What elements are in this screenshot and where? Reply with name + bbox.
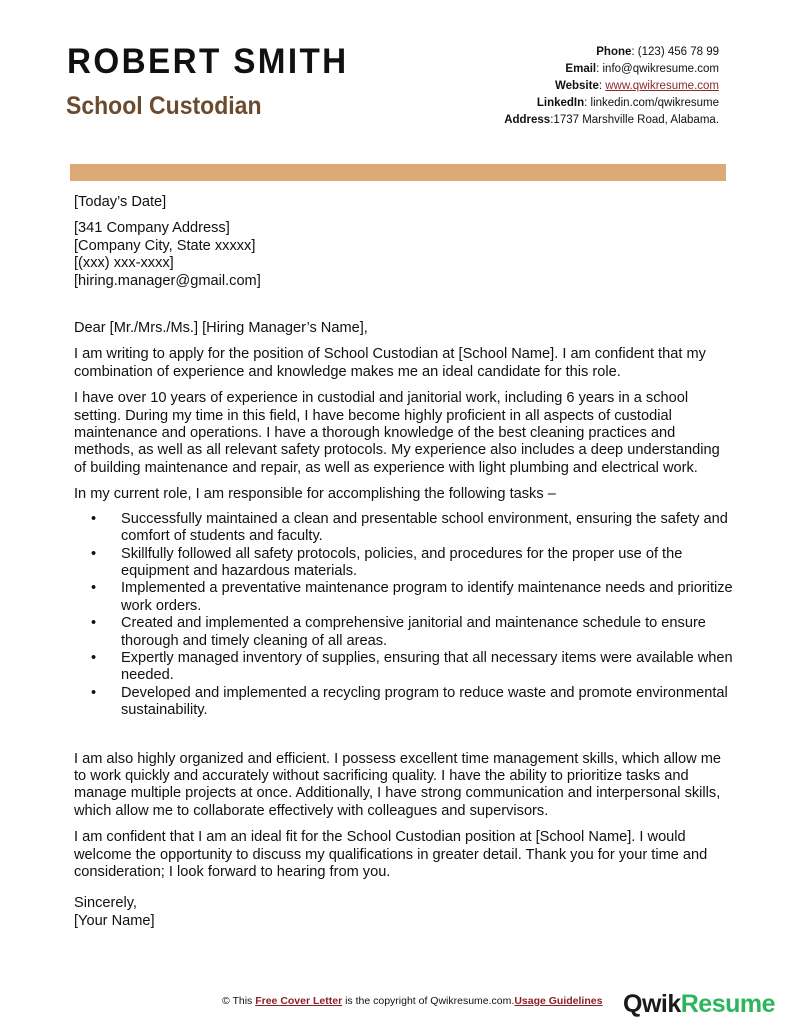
email-value: info@qwikresume.com — [602, 63, 719, 75]
contact-email: Email: info@qwikresume.com — [565, 63, 719, 75]
signoff: Sincerely, — [74, 895, 137, 912]
paragraph-experience: I have over 10 years of experience in custodial and janitorial work, including 6 years in a school setting. During my time in this field, I have become highly proficient in all aspects of custodial maintenance and operations. I have a thorough knowledge of the best cleaning practices and methods, as well as all relevant safety protocols. My experience also includes a deep understanding of building maintenance and repair, as well as experience with light plumbing and electrical work. — [74, 390, 720, 476]
contact-website: Website: www.qwikresume.com — [554, 80, 719, 92]
paragraph-intro: I am writing to apply for the position of School Custodian at [School Name]. I am confident that my combination of experience and knowledge makes me an ideal candidate for this role. — [74, 346, 706, 380]
email-label: Email — [565, 63, 597, 75]
copyright-footer — [222, 995, 602, 1007]
contact-block — [504, 44, 719, 129]
linkedin-value: linkedin.com/qwikresume — [590, 97, 719, 109]
website-label: Website — [554, 80, 599, 92]
logo-part-resume: Resume — [680, 990, 776, 1018]
footer-middle: is the copyright of Qwikresume.com. — [342, 995, 515, 1007]
recipient-line: [hiring.manager@gmail.com] — [74, 272, 261, 289]
list-item: • Developed and implemented a recycling program to reduce waste and promote environmental sustainability. — [121, 685, 734, 720]
signature: [Your Name] — [74, 912, 155, 929]
footer-prefix: © This — [222, 995, 256, 1007]
letter-body — [74, 194, 734, 930]
job-title: School Custodian — [66, 92, 262, 120]
phone-value: (123) 456 78 99 — [637, 46, 719, 58]
contact-linkedin: LinkedIn: linkedin.com/qwikresume — [536, 97, 719, 109]
website-link[interactable]: www.qwikresume.com — [605, 80, 719, 92]
list-item: • Skillfully followed all safety protocols, policies, and procedures for the proper use of the equipment and hazardous materials. — [121, 546, 734, 581]
usage-guidelines-link[interactable]: Usage Guidelines — [514, 995, 603, 1007]
paragraph-tasks-lead: In my current role, I am responsible for accomplishing the following tasks – — [74, 486, 556, 503]
free-cover-letter-link[interactable]: Free Cover Letter — [255, 995, 343, 1007]
qwikresume-logo[interactable] — [623, 990, 775, 1019]
address-label: Address — [504, 114, 551, 126]
linkedin-label: LinkedIn — [536, 97, 585, 109]
contact-address: Address:1737 Marshville Road, Alabama. — [504, 114, 719, 126]
paragraph-skills: I am also highly organized and efficient. I possess excellent time management skills, which allow me to work quickly and accurately without sacrificing quality. I have the ability to prioritize tasks and manage multiple projects at once. Additionally, I have strong communication and interpersonal skills, which allow me to collaborate effectively with colleagues and supervisors. — [74, 750, 722, 819]
letter-date: [Today’s Date] — [74, 194, 167, 210]
recipient-address — [74, 220, 734, 290]
recipient-line: [Company City, State xxxxx] — [74, 237, 256, 254]
address-value: 1737 Marshville Road, Alabama. — [553, 114, 719, 126]
list-item: • Implemented a preventative maintenance program to identify maintenance needs and prioritize work orders. — [121, 580, 734, 615]
accent-divider-bar — [70, 164, 726, 181]
list-item: • Successfully maintained a clean and presentable school environment, ensuring the safety and comfort of students and faculty. — [121, 511, 734, 546]
salutation: Dear [Mr./Mrs./Ms.] [Hiring Manager’s Name], — [74, 320, 368, 337]
contact-phone: Phone: (123) 456 78 99 — [596, 46, 719, 58]
signoff-block — [74, 895, 734, 930]
tasks-list — [74, 511, 734, 720]
phone-label: Phone — [596, 46, 632, 58]
recipient-line: [(xxx) xxx-xxxx] — [74, 255, 174, 272]
spacer — [74, 720, 734, 751]
applicant-name: ROBERT SMITH — [67, 42, 349, 81]
list-item: • Created and implemented a comprehensive janitorial and maintenance schedule to ensure thorough and timely cleaning of all areas. — [121, 615, 734, 650]
paragraph-closing: I am confident that I am an ideal fit for the School Custodian position at [School Name]. I would welcome the opportunity to discuss my qualifications in greater detail. Thank you for your time and consideration; I look forward to hearing from you. — [74, 829, 708, 880]
logo-part-qwik: Qwik — [623, 990, 681, 1018]
recipient-line: [341 Company Address] — [74, 220, 230, 237]
list-item: • Expertly managed inventory of supplies, ensuring that all necessary items were available when needed. — [121, 650, 734, 685]
